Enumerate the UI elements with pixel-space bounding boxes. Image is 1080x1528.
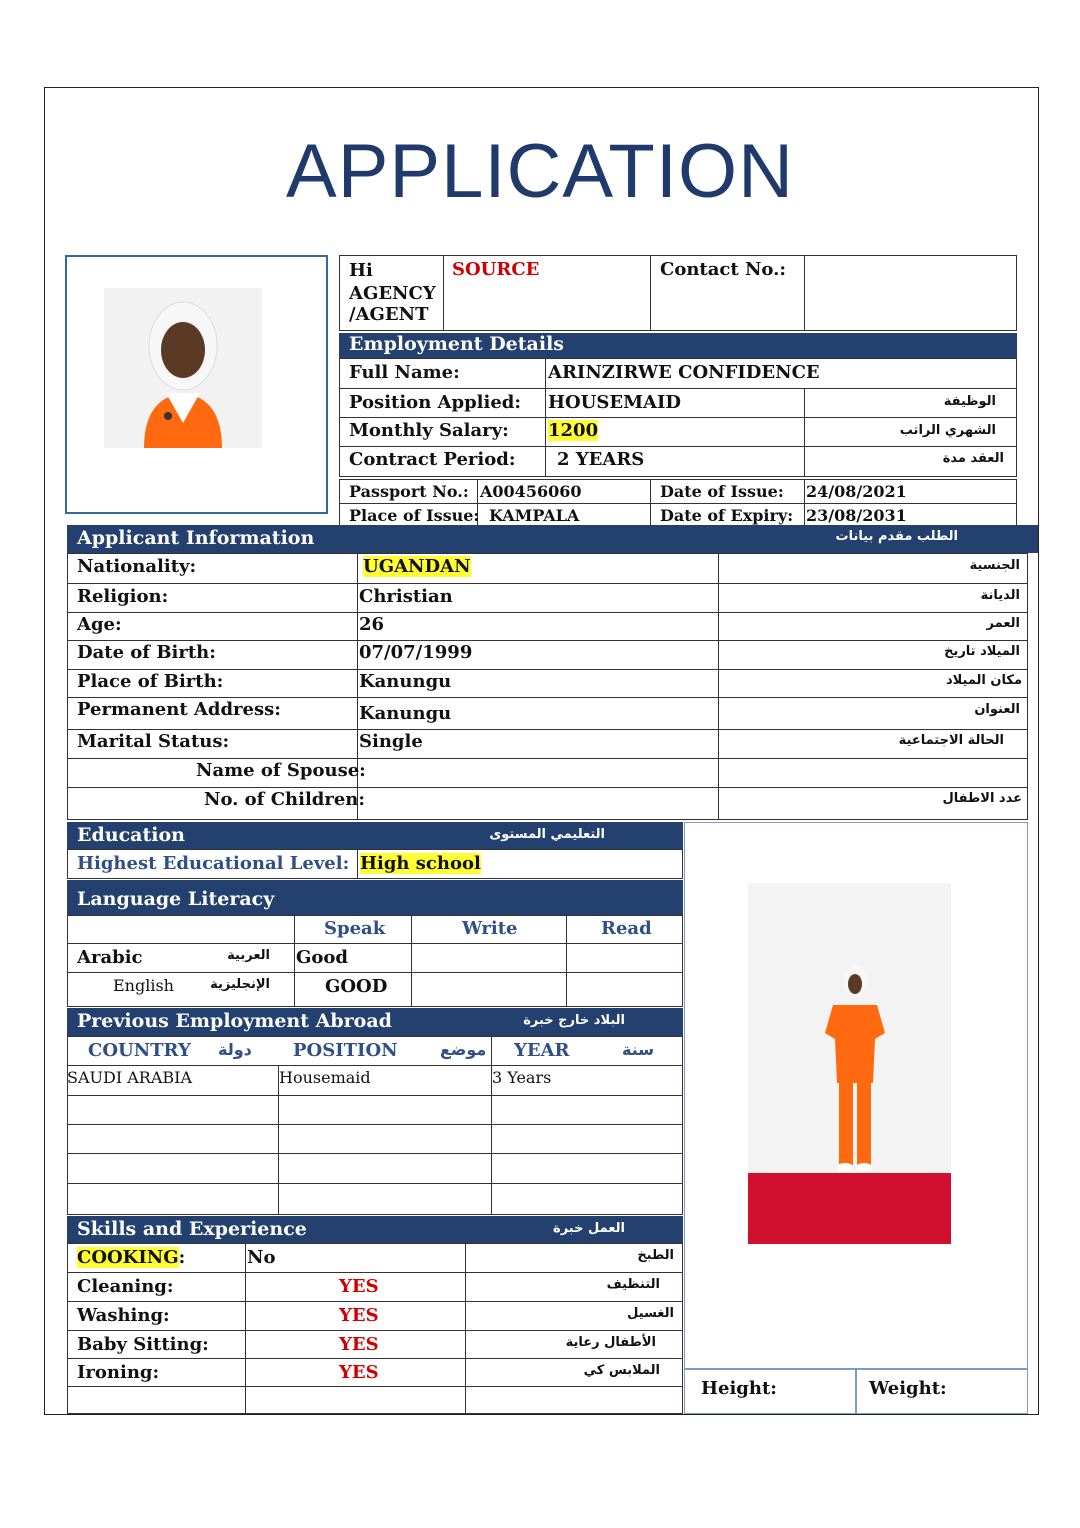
religion-value: Christian <box>359 586 453 607</box>
full-body-photo <box>748 883 951 1244</box>
contract-label: Contract Period: <box>349 449 516 470</box>
expiry-value: 23/08/2031 <box>806 506 907 525</box>
lang-arabic: Arabic <box>77 947 143 968</box>
marital-label: Marital Status: <box>77 731 230 752</box>
place-issue-value: KAMPALA <box>489 506 580 525</box>
employment-heading-text: Employment Details <box>349 333 564 355</box>
skills-heading <box>67 1216 683 1243</box>
col-read: Read <box>601 918 652 939</box>
salary-value: 1200 <box>548 420 599 441</box>
col-country: COUNTRY <box>88 1040 191 1061</box>
col-position: POSITION <box>293 1040 398 1061</box>
education-heading-ar: التعليمي المستوى <box>489 827 605 842</box>
children-ar: عدد الاطفال <box>942 791 1022 806</box>
full-name-label: Full Name: <box>349 362 460 383</box>
source-value: SOURCE <box>452 259 540 280</box>
dob-label: Date of Birth: <box>77 642 216 663</box>
nationality-ar: الجنسية <box>969 558 1020 573</box>
contract-value: 2 YEARS <box>557 449 645 470</box>
applicant-heading-ar: الطلب مقدم بيانات <box>835 529 958 544</box>
weight-label: Weight: <box>869 1378 947 1399</box>
lang-arabic-ar: العربية <box>227 948 270 963</box>
issue-date-label: Date of Issue: <box>660 482 784 501</box>
education-level-label: Highest Educational Level: <box>77 853 350 874</box>
passport-no-value: A00456060 <box>480 482 582 501</box>
pob-label: Place of Birth: <box>77 671 224 692</box>
passport-no-label: Passport No.: <box>349 482 469 501</box>
skill-cooking-value: No <box>247 1247 276 1268</box>
skill-babysitting-value: YES <box>339 1334 379 1355</box>
nationality-value: UGANDAN <box>363 556 471 577</box>
skill-cooking-text: COOKING <box>77 1247 179 1268</box>
previous-heading-ar: البلاد خارج خبرة <box>523 1013 625 1028</box>
contract-ar: العقد مدة <box>942 451 1004 466</box>
skills-heading-text: Skills and Experience <box>77 1218 307 1240</box>
skills-heading-ar: العمل خبرة <box>553 1221 625 1236</box>
age-value: 26 <box>359 614 385 635</box>
previous-heading-text: Previous Employment Abroad <box>77 1010 392 1032</box>
address-label: Permanent Address: <box>77 699 281 720</box>
spouse-label: Name of Spouse: <box>196 760 366 781</box>
skill-cleaning-ar: التنظيف <box>606 1277 660 1292</box>
religion-label: Religion: <box>77 586 169 607</box>
skill-babysitting-label: Baby Sitting: <box>77 1334 209 1355</box>
skill-ironing-ar: الملابس كي <box>583 1363 660 1378</box>
portrait-photo <box>104 288 262 448</box>
religion-ar: الديانة <box>980 588 1020 603</box>
position-value: HOUSEMAID <box>548 392 682 413</box>
skill-cleaning-label: Cleaning: <box>77 1276 174 1297</box>
previous-heading <box>67 1008 683 1036</box>
height-label: Height: <box>701 1378 777 1399</box>
full-name-value: ARINZIRWE CONFIDENCE <box>548 362 820 383</box>
prev-position: Housemaid <box>279 1068 371 1087</box>
lang-english: English <box>113 976 174 995</box>
address-ar: العنوان <box>974 702 1020 717</box>
skill-ironing-value: YES <box>339 1362 379 1383</box>
address-value: Kanungu <box>359 703 452 724</box>
position-ar: الوظيفة <box>943 394 996 409</box>
salary-label: Monthly Salary: <box>349 420 509 441</box>
skill-cooking-ar: الطبخ <box>637 1248 674 1263</box>
skill-ironing-label: Ironing: <box>77 1362 160 1383</box>
employment-heading <box>339 333 1017 359</box>
language-heading-text: Language Literacy <box>77 888 275 910</box>
col-year-ar: سنة <box>622 1040 654 1059</box>
position-label: Position Applied: <box>349 392 522 413</box>
pob-value: Kanungu <box>359 671 452 692</box>
marital-ar: الحالة الاجتماعية <box>898 733 1004 748</box>
prev-years: 3 Years <box>492 1068 552 1087</box>
col-write: Write <box>462 918 518 939</box>
col-speak: Speak <box>324 918 386 939</box>
age-label: Age: <box>77 614 122 635</box>
agency-label-agent: /AGENT <box>349 304 429 325</box>
nationality-label: Nationality: <box>77 556 197 577</box>
agency-label-agency: AGENCY <box>349 283 436 304</box>
english-speak: GOOD <box>325 976 388 997</box>
marital-value: Single <box>359 731 423 752</box>
pob-ar: مكان الميلاد <box>945 673 1022 688</box>
skill-cooking-label: COOKING: <box>77 1247 186 1268</box>
dob-ar: الميلاد تاريخ <box>944 644 1020 659</box>
skill-washing-ar: الغسيل <box>627 1306 674 1321</box>
skills-table <box>67 1243 683 1414</box>
portrait-photo-frame <box>65 255 328 514</box>
prev-country: SAUDI ARABIA <box>67 1068 193 1087</box>
expiry-label: Date of Expiry: <box>660 506 794 525</box>
col-year: YEAR <box>514 1040 570 1061</box>
place-issue-label: Place of Issue: <box>349 506 480 525</box>
language-heading <box>67 880 683 915</box>
col-country-ar: دولة <box>218 1040 252 1059</box>
applicant-heading <box>67 525 1038 553</box>
education-heading-text: Education <box>77 824 185 846</box>
previous-table <box>67 1036 683 1215</box>
applicant-heading-text: Applicant Information <box>77 527 315 549</box>
education-level-value: High school <box>360 853 481 874</box>
skill-washing-value: YES <box>339 1305 379 1326</box>
agency-label-hi: Hi <box>349 260 373 281</box>
col-position-ar: موضع <box>440 1040 487 1059</box>
skill-washing-label: Washing: <box>77 1305 170 1326</box>
arabic-speak: Good <box>296 947 348 968</box>
skill-cleaning-value: YES <box>339 1276 379 1297</box>
contact-label: Contact No.: <box>660 259 786 280</box>
issue-date-value: 24/08/2021 <box>806 482 907 501</box>
lang-english-ar: الإنجليزية <box>210 977 270 992</box>
children-label: No. of Children: <box>204 789 366 810</box>
skill-babysitting-ar: الأطفال رعاية <box>565 1335 656 1350</box>
salary-ar: الشهري الراتب <box>899 423 996 438</box>
page-title: APPLICATION <box>286 129 794 214</box>
education-heading <box>67 822 683 849</box>
age-ar: العمر <box>986 616 1020 631</box>
dob-value: 07/07/1999 <box>359 642 473 663</box>
